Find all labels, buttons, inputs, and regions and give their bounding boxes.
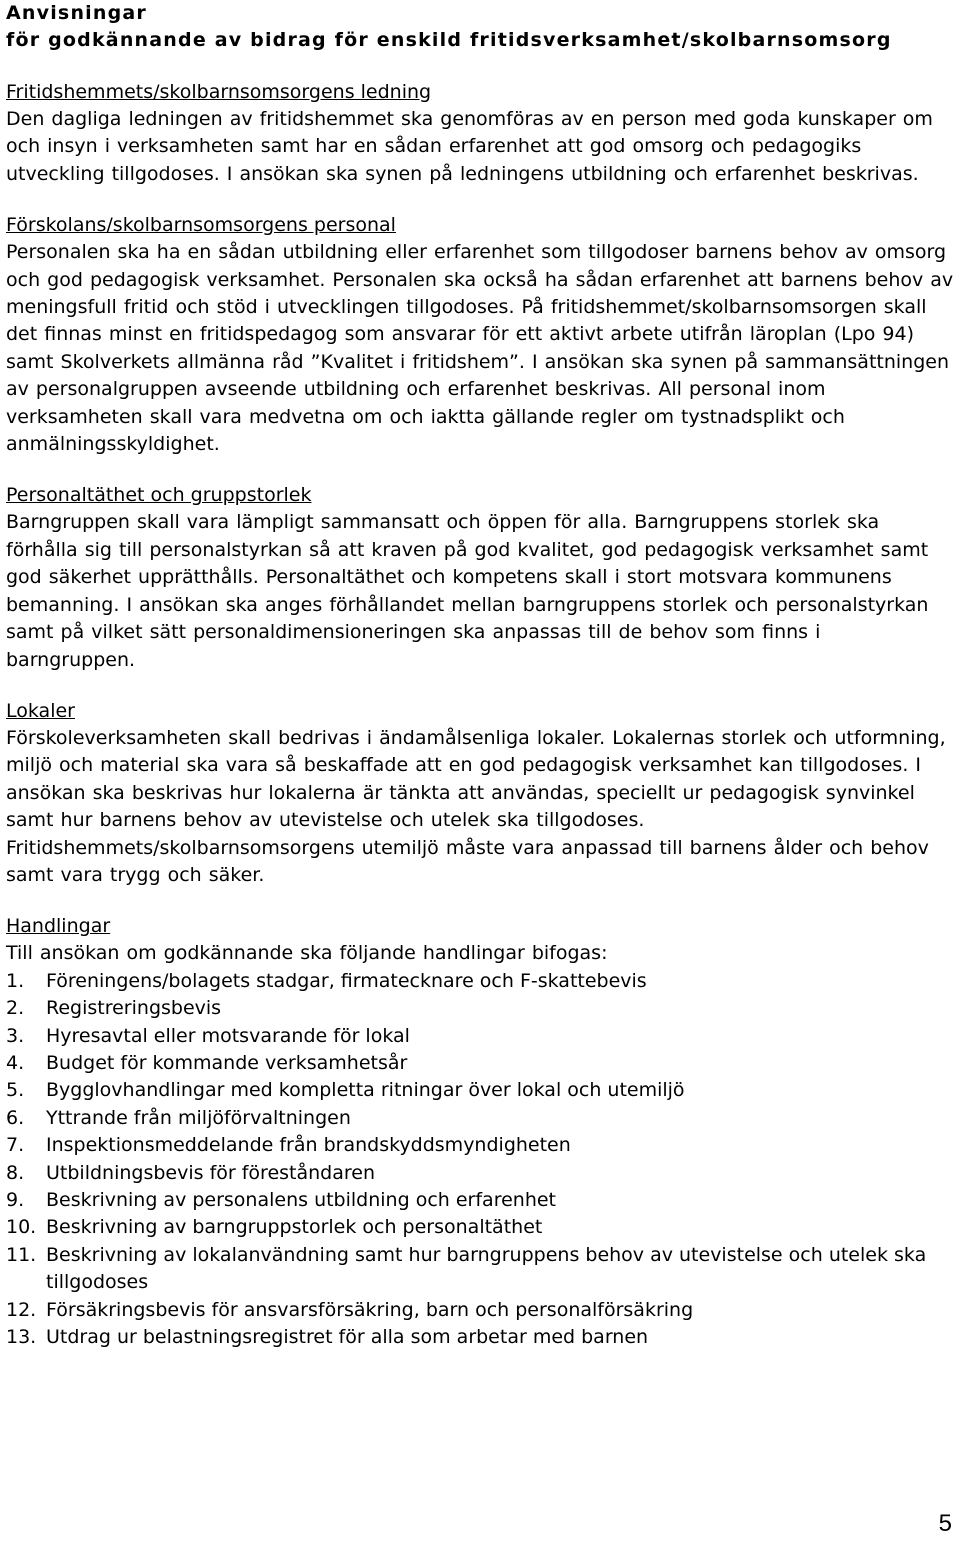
list-item-text: Beskrivning av lokalanvändning samt hur barngruppens behov av utevistelse och utelek ska tillgodoses <box>46 1243 927 1294</box>
list-item <box>6 968 956 995</box>
list-item-text: Beskrivning av personalens utbildning och erfarenhet <box>46 1189 556 1211</box>
list-item <box>6 1160 956 1187</box>
list-item-number: 12. <box>6 1298 37 1321</box>
section-heading: Fritidshemmets/skolbarnsomsorgens ledning <box>6 81 432 103</box>
list-item-number: 11. <box>6 1243 37 1266</box>
list-item-number: 4. <box>6 1051 25 1074</box>
list-item-number: 10. <box>6 1216 37 1239</box>
section-ledning <box>6 79 956 188</box>
list-item-number: 9. <box>6 1189 25 1211</box>
list-item <box>6 1187 956 1214</box>
list-item-number: 5. <box>6 1079 25 1102</box>
page-number: 5 <box>938 1510 952 1537</box>
list-item-text: Utbildningsbevis för föreståndaren <box>46 1161 375 1184</box>
list-item-number: 2. <box>6 997 25 1020</box>
list-item-text: Registreringsbevis <box>46 997 222 1020</box>
documents-intro: Till ansökan om godkännande ska följande handlingar bifogas: <box>6 942 608 965</box>
documents-list <box>6 968 956 1352</box>
section-personaltathet <box>6 482 956 673</box>
list-item-number: 3. <box>6 1024 25 1047</box>
list-item-text: Föreningens/bolagets stadgar, firmatecknare och F-skattebevis <box>46 969 647 992</box>
document-subtitle: för godkännande av bidrag för enskild fritidsverksamhet/skolbarnsomsorg <box>6 29 892 51</box>
list-item-text: Utdrag ur belastningsregistret för alla som arbetar med barnen <box>46 1326 649 1349</box>
section-heading: Lokaler <box>6 699 75 722</box>
list-item <box>6 1214 956 1241</box>
section-lokaler <box>6 698 956 889</box>
list-item <box>6 1077 956 1104</box>
list-item-text: Yttrande från miljöförvaltningen <box>46 1106 351 1129</box>
list-item-text: Budget för kommande verksamhetsår <box>46 1051 408 1074</box>
list-item-number: 13. <box>6 1326 37 1349</box>
section-text: Barngruppen skall vara lämpligt sammansatt och öppen för alla. Barngruppens storlek ska förhålla sig till personalstyrkan så att kraven på god kvalitet, god pedagogisk verksamhet samt god säkerhet upprätthålls. Personaltäthet och kompetens skall i stort motsvara kommunens bemanning. I ansökan ska anges förhållandet mellan barngruppens storlek och personalstyrkan samt på vilket sätt personaldimensioneringen ska anpassas till de behov som finns i barngruppen. <box>6 511 929 671</box>
list-item-text: Beskrivning av barngruppstorlek och personaltäthet <box>46 1216 543 1239</box>
section-text: Förskoleverksamheten skall bedrivas i ändamålsenliga lokaler. Lokalernas storlek och utformning, miljö och material ska vara så beskaffade att en god pedagogisk verksamhet kan tillgodoses. I ansökan ska beskrivas hur lokalerna är tänkta att användas, speciellt ur pedagogisk synvinkel samt hur barnens behov av utevistelse och utelek ska tillgodoses. Fritidshemmets/skolbarnsomsorgens utemiljö måste vara anpassad till barnens ålder och behov samt vara trygg och säker. <box>6 726 946 886</box>
list-item <box>6 1023 956 1050</box>
list-item-number: 7. <box>6 1134 25 1157</box>
list-item <box>6 1105 956 1132</box>
list-item <box>6 1324 956 1351</box>
section-heading: Handlingar <box>6 915 111 938</box>
list-item-text: Inspektionsmeddelande från brandskyddsmyndigheten <box>46 1134 571 1157</box>
section-handlingar <box>6 913 956 1351</box>
list-item <box>6 1132 956 1159</box>
list-item <box>6 1297 956 1324</box>
section-text: Personalen ska ha en sådan utbildning eller erfarenhet som tillgodoser barnens behov av omsorg och god pedagogisk verksamhet. Personalen ska också ha sådan erfarenhet att barnens behov av meningsfull fritid och stöd i utvecklingen tillgodoses. På fritidshemmet/skolbarnsomsorgen skall det finnas minst en fritidspedagog som ansvarar för ett aktivt arbete utifrån läroplan (Lpo 94) samt Skolverkets allmänna råd ”Kvalitet i fritidshem”. I ansökan ska synen på sammansättningen av personalgruppen avseende utbildning och erfarenhet beskrivas. All personal inom verksamheten skall vara medvetna om och iaktta gällande regler om tystnadsplikt och anmälningsskyldighet. <box>6 241 954 456</box>
list-item <box>6 995 956 1022</box>
document-page <box>6 0 956 1375</box>
section-heading: Förskolans/skolbarnsomsorgens personal <box>6 214 396 237</box>
section-heading: Personaltäthet och gruppstorlek <box>6 484 312 507</box>
list-item-number: 6. <box>6 1106 25 1129</box>
list-item-text: Hyresavtal eller motsvarande för lokal <box>46 1024 410 1047</box>
list-item <box>6 1050 956 1077</box>
section-text: Den dagliga ledningen av fritidshemmet ska genomföras av en person med goda kunskaper om och insyn i verksamheten samt har en sådan erfarenhet att god omsorg och pedagogiks utveckling tillgodoses. I ansökan ska synen på ledningens utbildning och erfarenhet beskrivas. <box>6 108 933 185</box>
document-title: Anvisningar <box>6 2 147 24</box>
section-personal <box>6 212 956 458</box>
list-item-number: 8. <box>6 1161 25 1184</box>
list-item-text: Försäkringsbevis för ansvarsförsäkring, barn och personalförsäkring <box>46 1298 694 1321</box>
list-item-text: Bygglovhandlingar med kompletta ritningar över lokal och utemiljö <box>46 1079 685 1102</box>
list-item <box>6 1242 956 1297</box>
list-item-number: 1. <box>6 969 25 992</box>
